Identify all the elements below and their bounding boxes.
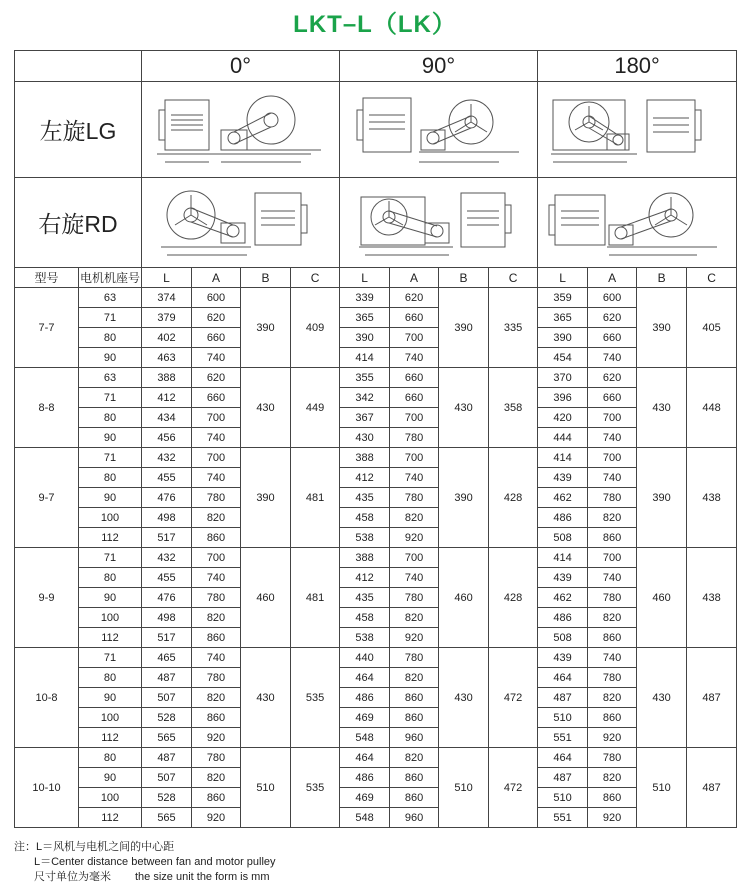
table-row bbox=[15, 568, 737, 588]
table-row bbox=[15, 428, 737, 448]
a-cell: 740 bbox=[192, 428, 241, 448]
a-cell: 820 bbox=[390, 608, 439, 628]
l-cell: 435 bbox=[340, 488, 390, 508]
a-cell: 740 bbox=[192, 648, 241, 668]
l-cell: 465 bbox=[142, 648, 192, 668]
a-cell: 780 bbox=[192, 588, 241, 608]
b-cell: 510 bbox=[439, 748, 489, 828]
l-cell: 390 bbox=[538, 328, 588, 348]
l-cell: 430 bbox=[340, 428, 390, 448]
motor-cell: 100 bbox=[79, 508, 142, 528]
a-cell: 620 bbox=[588, 368, 637, 388]
b-cell: 390 bbox=[241, 448, 291, 548]
a-cell: 740 bbox=[390, 348, 439, 368]
c-cell: 449 bbox=[291, 368, 340, 448]
l-cell: 463 bbox=[142, 348, 192, 368]
l-cell: 365 bbox=[340, 308, 390, 328]
a-cell: 820 bbox=[192, 688, 241, 708]
table-row bbox=[15, 628, 737, 648]
motor-cell: 80 bbox=[79, 468, 142, 488]
col-header: B bbox=[439, 268, 489, 288]
table-row bbox=[15, 668, 737, 688]
note-line: 尺寸单位为毫米 bbox=[34, 871, 111, 883]
table-row bbox=[15, 288, 737, 308]
l-cell: 507 bbox=[142, 688, 192, 708]
table-row bbox=[15, 608, 737, 628]
a-cell: 860 bbox=[390, 708, 439, 728]
a-cell: 820 bbox=[588, 608, 637, 628]
table-row bbox=[15, 528, 737, 548]
motor-cell: 112 bbox=[79, 528, 142, 548]
l-cell: 538 bbox=[340, 528, 390, 548]
b-cell: 390 bbox=[439, 448, 489, 548]
b-cell: 460 bbox=[439, 548, 489, 648]
l-cell: 367 bbox=[340, 408, 390, 428]
a-cell: 660 bbox=[192, 388, 241, 408]
l-cell: 396 bbox=[538, 388, 588, 408]
c-cell: 438 bbox=[687, 548, 737, 648]
a-cell: 660 bbox=[390, 388, 439, 408]
col-header: A bbox=[390, 268, 439, 288]
fan-drawing-lg-180 bbox=[547, 90, 727, 170]
a-cell: 600 bbox=[588, 288, 637, 308]
l-cell: 420 bbox=[538, 408, 588, 428]
c-cell: 535 bbox=[291, 748, 340, 828]
a-cell: 860 bbox=[192, 528, 241, 548]
a-cell: 620 bbox=[588, 308, 637, 328]
a-cell: 820 bbox=[390, 668, 439, 688]
b-cell: 390 bbox=[241, 288, 291, 368]
motor-cell: 71 bbox=[79, 548, 142, 568]
col-header: C bbox=[291, 268, 340, 288]
b-cell: 430 bbox=[439, 648, 489, 748]
a-cell: 780 bbox=[588, 488, 637, 508]
l-cell: 388 bbox=[340, 448, 390, 468]
a-cell: 660 bbox=[588, 388, 637, 408]
l-cell: 439 bbox=[538, 468, 588, 488]
a-cell: 820 bbox=[390, 508, 439, 528]
rotation-label-right: 右旋RD bbox=[15, 178, 142, 268]
a-cell: 820 bbox=[588, 768, 637, 788]
a-cell: 600 bbox=[192, 288, 241, 308]
motor-cell: 112 bbox=[79, 808, 142, 828]
a-cell: 620 bbox=[192, 308, 241, 328]
b-cell: 460 bbox=[637, 548, 687, 648]
a-cell: 740 bbox=[390, 568, 439, 588]
a-cell: 620 bbox=[192, 368, 241, 388]
col-header: C bbox=[489, 268, 538, 288]
motor-cell: 100 bbox=[79, 788, 142, 808]
l-cell: 365 bbox=[538, 308, 588, 328]
b-cell: 430 bbox=[637, 648, 687, 748]
a-cell: 780 bbox=[390, 588, 439, 608]
l-cell: 498 bbox=[142, 508, 192, 528]
table-row bbox=[15, 548, 737, 568]
fan-drawing-rd-180 bbox=[547, 185, 727, 261]
a-cell: 700 bbox=[192, 548, 241, 568]
motor-cell: 80 bbox=[79, 408, 142, 428]
a-cell: 920 bbox=[390, 528, 439, 548]
angle-header: 0° bbox=[142, 51, 340, 82]
l-cell: 412 bbox=[340, 468, 390, 488]
a-cell: 740 bbox=[588, 468, 637, 488]
table-row bbox=[15, 488, 737, 508]
a-cell: 960 bbox=[390, 728, 439, 748]
l-cell: 486 bbox=[538, 508, 588, 528]
l-cell: 462 bbox=[538, 588, 588, 608]
c-cell: 409 bbox=[291, 288, 340, 368]
a-cell: 820 bbox=[192, 508, 241, 528]
l-cell: 439 bbox=[538, 568, 588, 588]
l-cell: 469 bbox=[340, 788, 390, 808]
fan-drawing-lg-0 bbox=[151, 90, 331, 170]
a-cell: 920 bbox=[588, 728, 637, 748]
l-cell: 551 bbox=[538, 808, 588, 828]
col-header: L bbox=[142, 268, 192, 288]
motor-cell: 90 bbox=[79, 588, 142, 608]
a-cell: 660 bbox=[192, 328, 241, 348]
angle-header: 180° bbox=[538, 51, 737, 82]
l-cell: 440 bbox=[340, 648, 390, 668]
a-cell: 700 bbox=[390, 408, 439, 428]
c-cell: 535 bbox=[291, 648, 340, 748]
drawing-cell bbox=[142, 178, 340, 268]
table-row bbox=[15, 508, 737, 528]
l-cell: 548 bbox=[340, 728, 390, 748]
drawing-cell bbox=[538, 178, 737, 268]
c-cell: 487 bbox=[687, 748, 737, 828]
l-cell: 464 bbox=[340, 668, 390, 688]
c-cell: 358 bbox=[489, 368, 538, 448]
col-header: B bbox=[241, 268, 291, 288]
a-cell: 780 bbox=[390, 488, 439, 508]
table-row bbox=[15, 588, 737, 608]
l-cell: 464 bbox=[538, 748, 588, 768]
a-cell: 920 bbox=[192, 728, 241, 748]
col-header: A bbox=[192, 268, 241, 288]
l-cell: 388 bbox=[340, 548, 390, 568]
a-cell: 700 bbox=[390, 548, 439, 568]
motor-cell: 90 bbox=[79, 348, 142, 368]
l-cell: 464 bbox=[340, 748, 390, 768]
table-row bbox=[15, 748, 737, 768]
a-cell: 660 bbox=[390, 368, 439, 388]
a-cell: 620 bbox=[390, 288, 439, 308]
c-cell: 335 bbox=[489, 288, 538, 368]
b-cell: 430 bbox=[637, 368, 687, 448]
l-cell: 434 bbox=[142, 408, 192, 428]
a-cell: 780 bbox=[192, 488, 241, 508]
a-cell: 780 bbox=[588, 588, 637, 608]
motor-cell: 63 bbox=[79, 368, 142, 388]
l-cell: 458 bbox=[340, 508, 390, 528]
table-row bbox=[15, 468, 737, 488]
a-cell: 820 bbox=[192, 608, 241, 628]
l-cell: 432 bbox=[142, 448, 192, 468]
c-cell: 481 bbox=[291, 548, 340, 648]
page-title: LKT–L（LK） bbox=[293, 11, 457, 38]
l-cell: 476 bbox=[142, 488, 192, 508]
a-cell: 860 bbox=[588, 788, 637, 808]
drawing-cell bbox=[340, 178, 538, 268]
motor-cell: 71 bbox=[79, 308, 142, 328]
table-row bbox=[15, 788, 737, 808]
l-cell: 414 bbox=[340, 348, 390, 368]
a-cell: 820 bbox=[588, 508, 637, 528]
col-header-model: 型号 bbox=[15, 268, 79, 288]
l-cell: 487 bbox=[538, 768, 588, 788]
c-cell: 428 bbox=[489, 448, 538, 548]
a-cell: 700 bbox=[588, 548, 637, 568]
l-cell: 510 bbox=[538, 788, 588, 808]
l-cell: 487 bbox=[142, 748, 192, 768]
motor-cell: 80 bbox=[79, 568, 142, 588]
a-cell: 780 bbox=[390, 428, 439, 448]
note-line: L＝风机与电机之间的中心距 bbox=[36, 841, 175, 853]
fan-drawing-lg-90 bbox=[349, 90, 529, 170]
model-cell: 8-8 bbox=[15, 368, 79, 448]
a-cell: 740 bbox=[192, 468, 241, 488]
a-cell: 860 bbox=[192, 628, 241, 648]
l-cell: 414 bbox=[538, 548, 588, 568]
a-cell: 700 bbox=[390, 448, 439, 468]
motor-cell: 100 bbox=[79, 708, 142, 728]
l-cell: 486 bbox=[340, 688, 390, 708]
table-row bbox=[15, 348, 737, 368]
l-cell: 390 bbox=[340, 328, 390, 348]
c-cell: 448 bbox=[687, 368, 737, 448]
c-cell: 472 bbox=[489, 648, 538, 748]
a-cell: 860 bbox=[588, 528, 637, 548]
col-header: C bbox=[687, 268, 737, 288]
a-cell: 740 bbox=[588, 648, 637, 668]
motor-cell: 112 bbox=[79, 628, 142, 648]
a-cell: 860 bbox=[390, 688, 439, 708]
model-cell: 10-8 bbox=[15, 648, 79, 748]
a-cell: 860 bbox=[588, 708, 637, 728]
drawing-cell bbox=[142, 82, 340, 178]
l-cell: 455 bbox=[142, 468, 192, 488]
motor-cell: 90 bbox=[79, 688, 142, 708]
a-cell: 700 bbox=[588, 448, 637, 468]
l-cell: 374 bbox=[142, 288, 192, 308]
a-cell: 920 bbox=[588, 808, 637, 828]
l-cell: 402 bbox=[142, 328, 192, 348]
b-cell: 390 bbox=[637, 288, 687, 368]
table-row bbox=[15, 808, 737, 828]
model-cell: 7-7 bbox=[15, 288, 79, 368]
b-cell: 430 bbox=[241, 368, 291, 448]
motor-cell: 80 bbox=[79, 328, 142, 348]
l-cell: 462 bbox=[538, 488, 588, 508]
a-cell: 740 bbox=[192, 348, 241, 368]
motor-cell: 90 bbox=[79, 428, 142, 448]
l-cell: 507 bbox=[142, 768, 192, 788]
col-header: L bbox=[538, 268, 588, 288]
a-cell: 780 bbox=[390, 648, 439, 668]
col-header: A bbox=[588, 268, 637, 288]
l-cell: 359 bbox=[538, 288, 588, 308]
a-cell: 860 bbox=[192, 788, 241, 808]
c-cell: 405 bbox=[687, 288, 737, 368]
motor-cell: 71 bbox=[79, 448, 142, 468]
table-row bbox=[15, 408, 737, 428]
a-cell: 660 bbox=[390, 308, 439, 328]
l-cell: 487 bbox=[142, 668, 192, 688]
motor-cell: 90 bbox=[79, 768, 142, 788]
motor-cell: 63 bbox=[79, 288, 142, 308]
l-cell: 486 bbox=[340, 768, 390, 788]
l-cell: 379 bbox=[142, 308, 192, 328]
table-row bbox=[15, 368, 737, 388]
drawing-cell bbox=[340, 82, 538, 178]
table-row bbox=[15, 648, 737, 668]
l-cell: 458 bbox=[340, 608, 390, 628]
fan-drawing-rd-0 bbox=[151, 185, 331, 261]
l-cell: 339 bbox=[340, 288, 390, 308]
l-cell: 455 bbox=[142, 568, 192, 588]
motor-cell: 71 bbox=[79, 648, 142, 668]
a-cell: 780 bbox=[192, 748, 241, 768]
motor-cell: 80 bbox=[79, 748, 142, 768]
a-cell: 820 bbox=[588, 688, 637, 708]
a-cell: 860 bbox=[192, 708, 241, 728]
l-cell: 342 bbox=[340, 388, 390, 408]
l-cell: 414 bbox=[538, 448, 588, 468]
l-cell: 565 bbox=[142, 808, 192, 828]
l-cell: 456 bbox=[142, 428, 192, 448]
l-cell: 388 bbox=[142, 368, 192, 388]
a-cell: 740 bbox=[588, 428, 637, 448]
motor-cell: 112 bbox=[79, 728, 142, 748]
a-cell: 740 bbox=[588, 568, 637, 588]
col-header: B bbox=[637, 268, 687, 288]
a-cell: 920 bbox=[192, 808, 241, 828]
l-cell: 528 bbox=[142, 708, 192, 728]
dimension-table bbox=[14, 50, 737, 828]
l-cell: 487 bbox=[538, 688, 588, 708]
motor-cell: 90 bbox=[79, 488, 142, 508]
table-row bbox=[15, 708, 737, 728]
l-cell: 435 bbox=[340, 588, 390, 608]
note-line: the size unit the form is mm bbox=[135, 871, 270, 883]
table-row bbox=[15, 768, 737, 788]
l-cell: 469 bbox=[340, 708, 390, 728]
motor-cell: 100 bbox=[79, 608, 142, 628]
motor-cell: 71 bbox=[79, 388, 142, 408]
a-cell: 780 bbox=[192, 668, 241, 688]
b-cell: 390 bbox=[637, 448, 687, 548]
a-cell: 860 bbox=[390, 768, 439, 788]
a-cell: 700 bbox=[192, 448, 241, 468]
a-cell: 660 bbox=[588, 328, 637, 348]
l-cell: 355 bbox=[340, 368, 390, 388]
col-header: L bbox=[340, 268, 390, 288]
l-cell: 517 bbox=[142, 528, 192, 548]
l-cell: 486 bbox=[538, 608, 588, 628]
note-prefix: 注： bbox=[14, 841, 36, 853]
a-cell: 960 bbox=[390, 808, 439, 828]
l-cell: 412 bbox=[142, 388, 192, 408]
corner-cell bbox=[15, 51, 142, 82]
l-cell: 538 bbox=[340, 628, 390, 648]
l-cell: 528 bbox=[142, 788, 192, 808]
l-cell: 517 bbox=[142, 628, 192, 648]
a-cell: 740 bbox=[192, 568, 241, 588]
angle-header: 90° bbox=[340, 51, 538, 82]
b-cell: 510 bbox=[637, 748, 687, 828]
a-cell: 780 bbox=[588, 748, 637, 768]
b-cell: 510 bbox=[241, 748, 291, 828]
l-cell: 439 bbox=[538, 648, 588, 668]
table-row bbox=[15, 308, 737, 328]
a-cell: 920 bbox=[390, 628, 439, 648]
l-cell: 412 bbox=[340, 568, 390, 588]
table-row bbox=[15, 328, 737, 348]
l-cell: 370 bbox=[538, 368, 588, 388]
rotation-label-left: 左旋LG bbox=[15, 82, 142, 178]
a-cell: 820 bbox=[192, 768, 241, 788]
b-cell: 460 bbox=[241, 548, 291, 648]
l-cell: 464 bbox=[538, 668, 588, 688]
l-cell: 498 bbox=[142, 608, 192, 628]
a-cell: 740 bbox=[588, 348, 637, 368]
c-cell: 438 bbox=[687, 448, 737, 548]
c-cell: 487 bbox=[687, 648, 737, 748]
model-cell: 9-7 bbox=[15, 448, 79, 548]
l-cell: 476 bbox=[142, 588, 192, 608]
a-cell: 740 bbox=[390, 468, 439, 488]
l-cell: 548 bbox=[340, 808, 390, 828]
b-cell: 430 bbox=[439, 368, 489, 448]
a-cell: 860 bbox=[588, 628, 637, 648]
l-cell: 454 bbox=[538, 348, 588, 368]
table-row bbox=[15, 688, 737, 708]
note-line: L＝Center distance between fan and motor pulley bbox=[34, 856, 276, 868]
a-cell: 780 bbox=[588, 668, 637, 688]
fan-drawing-rd-90 bbox=[349, 185, 529, 261]
model-cell: 9-9 bbox=[15, 548, 79, 648]
table-row bbox=[15, 448, 737, 468]
b-cell: 390 bbox=[439, 288, 489, 368]
col-header-motor: 电机机座号 bbox=[79, 268, 142, 288]
l-cell: 565 bbox=[142, 728, 192, 748]
l-cell: 432 bbox=[142, 548, 192, 568]
c-cell: 472 bbox=[489, 748, 538, 828]
l-cell: 551 bbox=[538, 728, 588, 748]
b-cell: 430 bbox=[241, 648, 291, 748]
a-cell: 860 bbox=[390, 788, 439, 808]
a-cell: 700 bbox=[192, 408, 241, 428]
drawing-cell bbox=[538, 82, 737, 178]
model-cell: 10-10 bbox=[15, 748, 79, 828]
a-cell: 820 bbox=[390, 748, 439, 768]
table-row bbox=[15, 728, 737, 748]
l-cell: 508 bbox=[538, 628, 588, 648]
l-cell: 444 bbox=[538, 428, 588, 448]
a-cell: 700 bbox=[588, 408, 637, 428]
motor-cell: 80 bbox=[79, 668, 142, 688]
c-cell: 481 bbox=[291, 448, 340, 548]
l-cell: 508 bbox=[538, 528, 588, 548]
table-row bbox=[15, 388, 737, 408]
c-cell: 428 bbox=[489, 548, 538, 648]
l-cell: 510 bbox=[538, 708, 588, 728]
notes bbox=[14, 840, 276, 885]
a-cell: 700 bbox=[390, 328, 439, 348]
